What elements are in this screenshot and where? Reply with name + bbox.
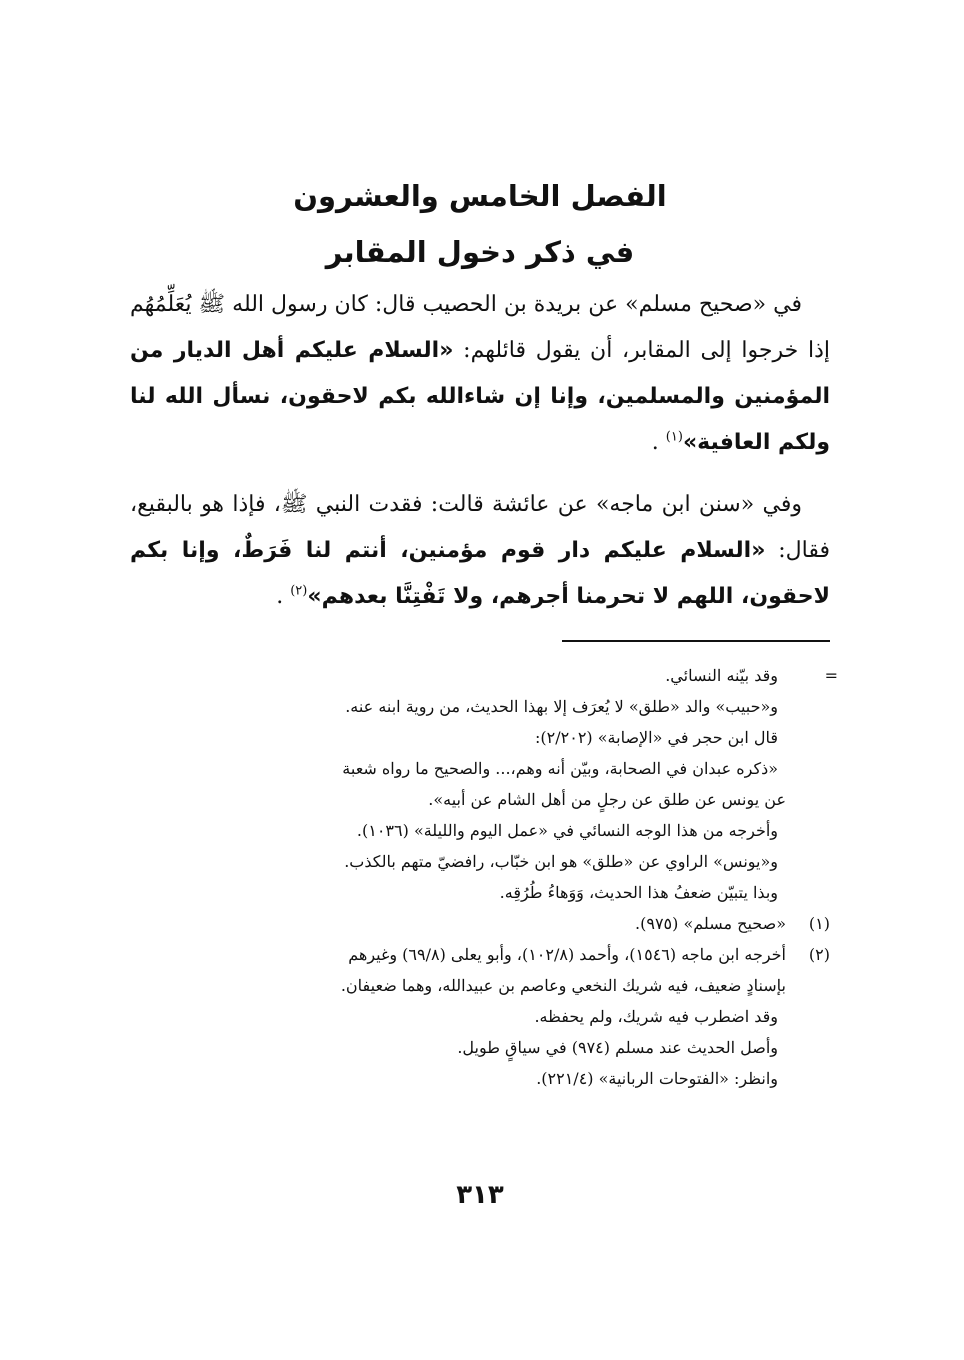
footnotes-section (130, 660, 838, 1094)
footnote-2-line-4: وأصل الحديث عند مسلم (٩٧٤) في سياقٍ طويل. (457, 1038, 778, 1057)
footnote-1-number: (١) (808, 914, 830, 933)
cont-line-6: وأخرجه من هذا الوجه النسائي في «عمل اليوم والليلة» (١٠٣٦). (356, 821, 778, 840)
paragraph-1 (130, 282, 830, 466)
footnote-1 (130, 908, 830, 939)
footnote-2-number: (٢) (808, 945, 830, 964)
cont-line-2: و«حبيب» والد «طلق» لا يُعرَف إلا بهذا الحديث، من روية ابنه عنه. (345, 697, 778, 716)
chapter-title-line2: في ذكر دخول المقابر (325, 235, 635, 269)
footnote-2 (130, 939, 830, 970)
hadith-quote-2: «السلام عليكم دار قوم مؤمنين، أنتم لنا فَرَطٌ، وإنا بكم لاحقون، اللهم لا تحرمنا أجرهم، ولا تَفْتِنَّا بعدهم» (130, 538, 830, 609)
footnote-ref-1[interactable]: (١) (665, 429, 683, 445)
footnote-ref-2[interactable]: (٢) (290, 583, 308, 599)
chapter-heading (130, 168, 830, 280)
footnote-2-line-2: بإسنادٍ ضعيف، فيه شريك النخعي وعاصم بن عبيدالله، وهما ضعيفان. (340, 976, 786, 995)
paragraph-1-text: في «صحيح مسلم» عن بريدة بن الحصيب قال: كان رسول الله ﷺ يُعَلِّمُهُم إذا خرجوا إلى المقابر، أن يقول قائلهم: (130, 292, 830, 363)
footnote-2-line-3: وقد اضطرب فيه شريك، ولم يحفظه. (534, 1007, 778, 1026)
main-text (130, 282, 830, 636)
footnote-1-text: «صحيح مسلم» (٩٧٥). (635, 914, 786, 933)
book-page (130, 0, 838, 1360)
page-number: ٣١٣ (456, 1180, 504, 1210)
hadith-quote-1: «السلام عليكم أهل الديار من المؤمنين والمسلمين، وإنا إن شاءالله بكم لاحقون، نسأل الله لنا ولكم العافية» (130, 338, 830, 455)
footnote-separator (562, 640, 830, 642)
footnote-2-text: أخرجه ابن ماجه (١٥٤٦)، وأحمد (١٠٢/٨)، وأبو يعلى (٦٩/٨) وغيرهم (348, 945, 786, 964)
paragraph-2 (130, 482, 830, 620)
paragraph-1-end: . (651, 430, 666, 455)
cont-line-7: و«يونس» الراوي عن «طلق» هو ابن خبّاب، رافضيّ متهم بالكذب. (344, 852, 778, 871)
continuation-marker: = (824, 666, 838, 685)
cont-line-5: عن يونس عن طلق عن رجلٍ من أهل الشام عن أبيه». (428, 790, 786, 809)
paragraph-2-end: . (276, 584, 291, 609)
cont-line-1: وقد بيّنه النسائي. (665, 666, 778, 685)
paragraph-2-text: وفي «سنن ابن ماجه» عن عائشة قالت: فقدت النبي ﷺ، فإذا هو بالبقيع، فقال: (130, 492, 830, 563)
chapter-title-line1: الفصل الخامس والعشرون (293, 179, 667, 213)
cont-line-3: قال ابن حجر في «الإصابة» (٢/٢٠٢): (535, 728, 778, 747)
footnote-2-line-5: وانظر: «الفتوحات الربانية» (٢٢١/٤). (536, 1069, 778, 1088)
cont-line-8: وبذا يتبيّن ضعفُ هذا الحديث، وَوَهاءُ طُرُقِه. (499, 883, 778, 902)
cont-line-4: «ذكره عبدان في الصحابة، وبيّن أنه وهم،... والصحيح ما رواه شعبة (342, 759, 778, 778)
